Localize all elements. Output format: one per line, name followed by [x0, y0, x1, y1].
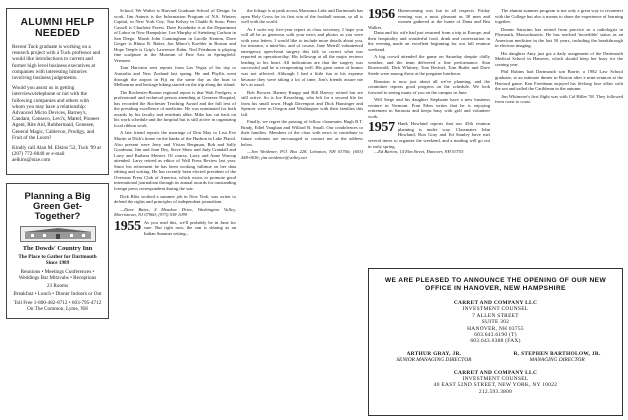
office-announcement-ad [368, 268, 623, 416]
column-signoff: —Dave Bates, 4 Meadow Drive, Washington Valley, Morristown, NJ 07960; (973) 538-1099 [114, 206, 236, 218]
alumni-help-box [6, 8, 109, 175]
person-name: R. STEPHEN BARTHOLOW, JR. [513, 350, 601, 357]
office-address-line: 40 EAST 52ND STREET, NEW YORK, NY 10022 [433, 382, 558, 389]
column-paragraph: Tom Harvatin sent reports from Las Vegas of his trip to Australia and New Zealand last spring. He and Phyllis went through the airport in Fiji on the same day as the boat to Melbourne and heritage hiking started on the trip along the island. [114, 65, 236, 88]
firm-name: CARRET AND COMPANY LLC [453, 300, 538, 306]
announcement-title: WE ARE PLEASED TO ANNOUNCE THE OPENING OF OUR NEW OFFICE IN HANOVER, NEW HAMPSHIRE [384, 277, 607, 292]
left-ad-column [6, 8, 109, 319]
person-arthur-gray [377, 351, 491, 364]
alumni-help-contact: Kindly call Alan M. Elkins '52, Tuck '99 at (207) 772-8848 or e-mail aelkins@nize.com [12, 145, 101, 164]
office-address-line: 7 ALLEN STREET [472, 312, 519, 319]
inn-rooms: 23 Rooms [46, 282, 69, 289]
column-signoff: —Ed Barton, 14 Elm Street, Hanover, NH 03755 [374, 149, 464, 155]
class-notes-column-2 [241, 8, 363, 162]
office-address-line: SUITE 302 [481, 319, 510, 326]
inn-tagline [12, 254, 103, 266]
alumni-help-paragraph: Recent Tuck graduate is working on a research project with a Tuck professor and would like introductions to current and former high level business executives at companies with interesting histories involving business judgements. [12, 44, 101, 82]
inn-phone: Toll Free 1-800-482-8712 • 603-795-4712 [13, 299, 102, 306]
column-paragraph: Reunion is now just about all we've planning, and the committee reports good progress on the schedule. We look forward to seeing many of you on the campus in June. [368, 78, 490, 95]
inn-tagline-text: The Place to Gather for Dartmouth Since 1989 [18, 253, 97, 266]
people-row [377, 351, 614, 364]
column-paragraph: Jim Whitmore's first flight was with Cal Hiller '58. They followed from coast to coast. [495, 93, 623, 105]
inn-building-icon [23, 228, 93, 240]
class-1956-section [368, 8, 490, 30]
firm-subtitle: INVESTMENT COUNSEL [462, 306, 529, 313]
office-phone: 212.593.3800 [478, 388, 513, 395]
person-stephen-bartholow [500, 351, 614, 364]
class-year-paragraph: As you read this, we'll probably be in June for sure. But right now, the sun is shining as an Indian Summer setting... [143, 219, 236, 236]
column-paragraph: The Rochester-Boston regional report is that Walt Fredgers, a professional and technical person attending at Genesee Hospital, has recorded the Rochester Teaching Award and the full text of the presiding excellence of medicine. He was nominated for both awards by his faculty and residents alike. Mike has cut back on his work schedule and the hospital but is still active in organizing local ribbon work. [114, 89, 236, 128]
alumni-help-paragraph: Would you assist us in getting interviews/telephone or not with the following companies and others with whom you may have a relationship: Advanced Micro Devices, Barney's, Candant, Conseco, Levi's, Mattel, Pioneer Agent, Rite Aid, Rubbermaid, Genesee, General Magic, Cablevon, Prodigy, and Fruit of the Loom? [12, 85, 100, 141]
office-fax: 603.643.6388 (FAX) [470, 338, 521, 345]
firm-name: CARRET AND COMPANY LLC [453, 369, 538, 376]
class-year-heading: 1957 [368, 120, 395, 136]
class-year-paragraph: Hank Howland reports that our 45th reunion planning is under way. Classmates John Howland, Ron Gray and Ed Stanley have met several times to organize the weekend, and a mailing will go out in early spring. [368, 121, 490, 149]
inn-meals: Breakfast • Lunch • Dinner Indoors or Out [13, 290, 102, 297]
class-year-heading: 1956 [368, 7, 395, 22]
column-paragraph: Dick Blitz worked a summer job in New York, was writer to defend the rights and principles of independent journalism. [114, 193, 236, 205]
class-year-intro: Homecoming was fun in all respects. Friday evening was a most pleasant as 38 men and women gathered at the home of Dana and Bea Walker. [368, 8, 490, 30]
column-paragraph: Bob Brower, Barney Knapp and Bill Harvey retired but are still active. So is Joe Kesselring, who left for a second life far from his small town. Hugh Davenport and Dick Hausinger and Spencer were in Oregon and Washington with their families this fall. [241, 89, 363, 117]
inn-illustration [20, 226, 96, 242]
column-paragraph: Dana and his wife had just returned from a trip to Europe, and their hospitality and wonderful food, drink and conversation in the evening made an excellent beginning for our fall reunion weekend. [368, 30, 490, 52]
column-paragraph: The alumni summer program is not only a great way to reconnect with the College but also a means to share the experience of learning together. [495, 8, 623, 25]
column-paragraph: His daughter Amy just got a daily assignment of the Dartmouth Medical School in Hanover, which should keep her busy for the coming year. [495, 50, 623, 67]
inn-ad-box [6, 183, 109, 319]
inn-events: Reunions • Meetings Conferences • Weddings Bar Mitzvahs • Receptions [18, 268, 97, 281]
office-phone: 603.643.6190 (T) [474, 332, 517, 339]
inn-name: The Dowds' Country Inn [22, 244, 93, 252]
class-1955-section [114, 220, 236, 237]
inn-ad-title: Planning a Big Green Get-Together? [24, 190, 91, 222]
firm-block-hanover [377, 300, 614, 345]
column-paragraph: Finally, we regret the passing of fellow classmates Hugh B.T. Brady, Ethel Vaughan and Willard R. Small. Our condolences to their families. Members of the class with news to contribute to future columns are encouraged to contact me at the address below. [241, 119, 363, 147]
alumni-help-title: ALUMNI HELP NEEDED [20, 16, 95, 39]
person-role: SENIOR MANAGING DIRECTOR [396, 357, 472, 364]
class-year-heading: 1955 [114, 218, 141, 234]
column-paragraph: Dennis Saracino has retired from practice as a radiologist in Plymouth, Massachusetts. He has reached 'incredible' status as an American medicine in the last 50 years, including the breakthrough in electron imaging. [495, 26, 623, 49]
column-signoff: —Jim Weidener, P.O. Box 228, Lebanon, NH 03766; (603) 448-0636; jim.weidener@valley.net [241, 149, 363, 160]
office-address-line: HANOVER, NH 03755 [467, 325, 524, 332]
column-paragraph: A big crowd attended the game on Saturday despite chilly weather, and the team delivered a fine performance. Stan Rosenwald, Dick Whitney, Tom Bechtel, Tom Butler and Dave Steele were among those at the pregame luncheon. [368, 54, 490, 77]
firm-block-new-york [377, 370, 614, 396]
class-1957-section [368, 121, 490, 149]
alumni-help-body [12, 44, 103, 164]
column-paragraph: the foliage is at peak across Massoma Lake and Dartmouth has open Holy Cross for its first win of the football season, so all is well with the world. [241, 8, 363, 25]
column-paragraph: A late friend reports the marriage of Don May to Lisa Eve Martin at Dick's home on the banks of the Hudson in Lake Placid. Also present were Jerry and Vivian Bergman, Bob and Sally Goodman, Jim and Joan Dey, Steve Shaw and Judy Crandall and Larry and Barbara Meister. Of course, Larry and Anne Warcup attended. Larry retired as editor of Wall Press Review last year. Since his retirement he has been working fulltime on her data editing and writing. He has recently been elected president of the Overseas Press Club of America, which exists to promote good international journalism through its annual awards for outstanding foreign press correspondent during the war. [114, 130, 236, 191]
column-paragraph: Phil Rubins had Dartmouth son Barrie, a 1982 Law School graduate, at an intimate dinner in Boston after a mini-reunion at the Harvard game. Ken Freedman enjoyed his lifelong love affair with the sea and sailed the Caribbean in the autumn. [495, 69, 623, 92]
firm-subtitle: INVESTMENT COUNSEL [462, 376, 529, 383]
class-notes-column-4 [495, 8, 623, 107]
column-paragraph: School. We Walter is Harvard Graduate School of Design. In work, Jim Anteris is the Information Program of N.S. Winters Capital, in New York City. Tim Kelsey in Chubb & Sons; Peter Cassell is Charlotte Forest. Dave Kroehnke is at the Department of Labor in New Hampshire, Lee Murphy of Steinberg Carlson in San Diego. Marsh John Cunningham in Lucille Kenton, Dave Geiger is Rhino R. Baker, Jon Minor's Koehler in Boston and Hope Teeple is Grip's Lawrence Kahn. Ned Friedman is playing fine sculpture at the Museum of Fine Arts in Springfield, Vermont. [114, 8, 236, 63]
column-paragraph: As I write my five-year report as class secretary, I hope you will all be as generous with your news and photos as you were with your letters. I would like to include more details about you, for instance, a mini-bio, and of course, Jane Merrill volunteered emergency open-heart surgery this fall; so correct what was reported as operation-day. His followup at all the major reviews leading to his heart. All indications are that the surgery was successful and he is recuperating well. His great sense of humor was not affected. Although I had a little fun at his expense because they were taking a lot of time, Jim's friends assure me he's as usual. [241, 26, 363, 88]
column-paragraph: Will Stege and his daughter Stephanie have a new business venture in Vermont. Fran Eden writes that he is enjoying retirement in Sarasota and keeps busy with golf and volunteer work. [368, 97, 490, 119]
inn-address: On The Common, Lyme, NH [27, 305, 88, 312]
class-notes-column-3 [368, 8, 490, 157]
class-notes-column-1 [114, 8, 236, 236]
person-name: ARTHUR GRAY, JR. [406, 350, 462, 357]
person-role: MANAGING DIRECTOR [529, 357, 585, 364]
